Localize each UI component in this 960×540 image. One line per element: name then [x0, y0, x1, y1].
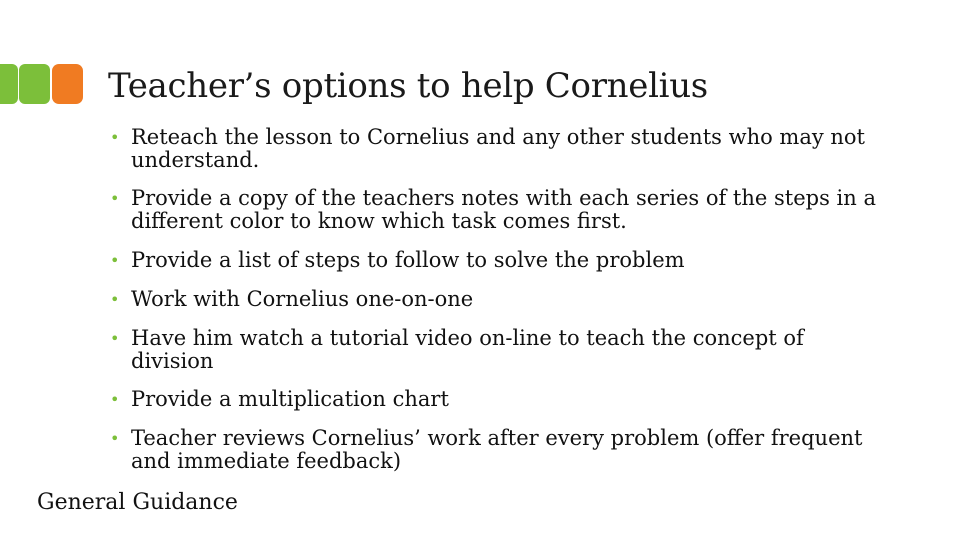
accent-block-orange [52, 64, 83, 104]
bullet-item [108, 427, 878, 473]
bullet-dot-icon: • [110, 290, 120, 309]
bullet-item [108, 187, 878, 233]
bullet-item [108, 249, 878, 272]
bullet-text: Reteach the lesson to Cornelius and any other students who may not understand. [131, 125, 865, 172]
bullet-dot-icon: • [110, 429, 120, 448]
accent-block-green-right [19, 64, 50, 104]
bullet-dot-icon: • [110, 251, 120, 270]
accent-block-green-left [0, 64, 18, 104]
bullet-dot-icon: • [110, 329, 120, 348]
footer-label: General Guidance [37, 490, 238, 515]
bullet-dot-icon: • [110, 128, 120, 147]
bullet-dot-icon: • [110, 189, 120, 208]
bullet-text: Have him watch a tutorial video on-line to teach the concept of division [131, 326, 804, 373]
slide-title: Teacher’s options to help Cornelius [108, 66, 708, 106]
bullet-text: Provide a list of steps to follow to solve the problem [131, 248, 685, 272]
bullet-text: Work with Cornelius one-on-one [131, 287, 474, 311]
bullet-item [108, 126, 878, 172]
bullet-text: Provide a copy of the teachers notes with each series of the steps in a different color to know which task comes first. [131, 186, 876, 233]
bullet-text: Teacher reviews Cornelius’ work after every problem (offer frequent and immediate feedback) [131, 426, 863, 473]
bullet-dot-icon: • [110, 390, 120, 409]
bullet-list [108, 126, 878, 473]
bullet-item [108, 288, 878, 311]
bullet-item [108, 388, 878, 411]
bullet-item [108, 327, 878, 373]
bullet-text: Provide a multiplication chart [131, 387, 449, 411]
